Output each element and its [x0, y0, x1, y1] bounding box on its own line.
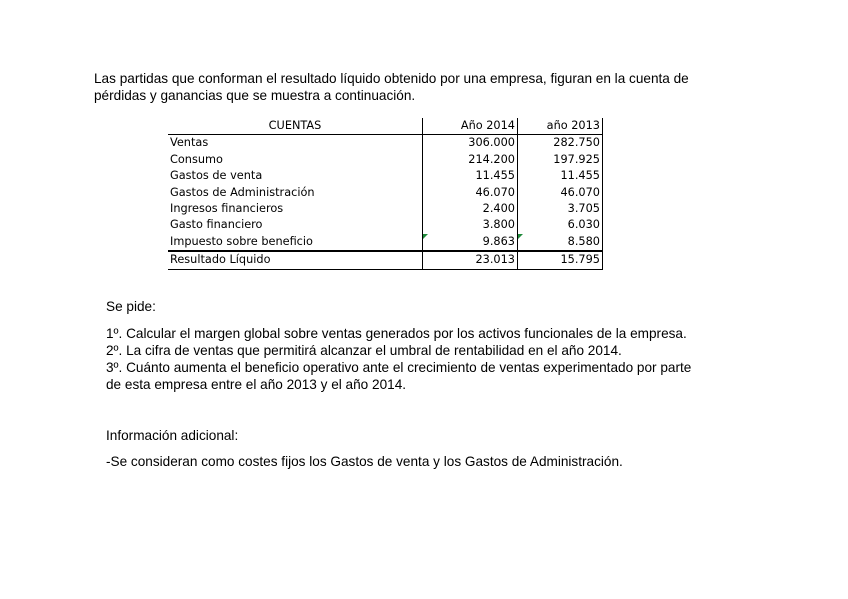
total-label: Resultado Líquido: [168, 251, 423, 269]
row-value-2013: 282.750: [518, 135, 603, 152]
table-row: [168, 135, 603, 152]
total-value-2013: 15.795: [518, 251, 603, 269]
row-value-2013: 11.455: [518, 168, 603, 184]
question-item: 2º. La cifra de ventas que permitirá alcanzar el umbral de rentabilidad en el año 2014.: [106, 343, 622, 358]
header-cuentas: CUENTAS: [168, 118, 423, 135]
row-label: Ingresos financieros: [170, 202, 284, 216]
se-pide-heading: Se pide:: [106, 299, 156, 314]
question-item: 1º. Calcular el margen global sobre ventas generados por los activos funcionales de la empresa.: [106, 326, 687, 341]
row-value-2014: 306.000: [423, 135, 518, 152]
info-heading: Información adicional:: [106, 428, 239, 443]
table-total-row: [168, 251, 603, 269]
info-text: -Se consideran como costes fijos los Gastos de venta y los Gastos de Administración.: [106, 454, 623, 469]
row-value-2013: 46.070: [518, 185, 603, 201]
row-value-2014: 214.200: [423, 152, 518, 168]
row-value-2014: 11.455: [423, 168, 518, 184]
table-row: [168, 168, 603, 184]
row-label: Impuesto sobre beneficio: [170, 234, 313, 248]
header-year-2013: año 2013: [518, 118, 603, 135]
row-label: Gasto financiero: [170, 218, 263, 232]
row-value-2013: 8.580: [518, 234, 603, 251]
intro-paragraph: Las partidas que conforman el resultado líquido obtenido por una empresa, figuran en la cuenta de pérdidas y ganancias que se muestra a continuación.: [94, 71, 689, 103]
total-value-2014: 23.013: [423, 251, 518, 269]
questions-list: [106, 325, 706, 393]
table-header-row: [168, 118, 603, 135]
row-value-2014: 3.800: [423, 217, 518, 233]
table-row: [168, 185, 603, 201]
row-value-2013: 197.925: [518, 152, 603, 168]
table-row: [168, 234, 603, 251]
table-row: [168, 217, 603, 233]
row-value-2014: 2.400: [423, 201, 518, 217]
row-label: Ventas: [170, 136, 209, 150]
header-year-2014: Año 2014: [423, 118, 518, 135]
table-row: [168, 201, 603, 217]
row-value-2014: 46.070: [423, 185, 518, 201]
row-value-2014: 9.863: [423, 234, 518, 251]
row-label: Gastos de Administración: [170, 185, 315, 199]
income-statement-table: [168, 118, 603, 270]
row-value-2013: 6.030: [518, 217, 603, 233]
row-label: Consumo: [170, 152, 223, 166]
row-label: Gastos de venta: [170, 169, 263, 183]
question-item: 3º. Cuánto aumenta el beneficio operativo ante el crecimiento de ventas experimentado por parte de esta empresa entre el año 2013 y el año 2014.: [106, 360, 692, 392]
table-row: [168, 152, 603, 168]
row-value-2013: 3.705: [518, 201, 603, 217]
